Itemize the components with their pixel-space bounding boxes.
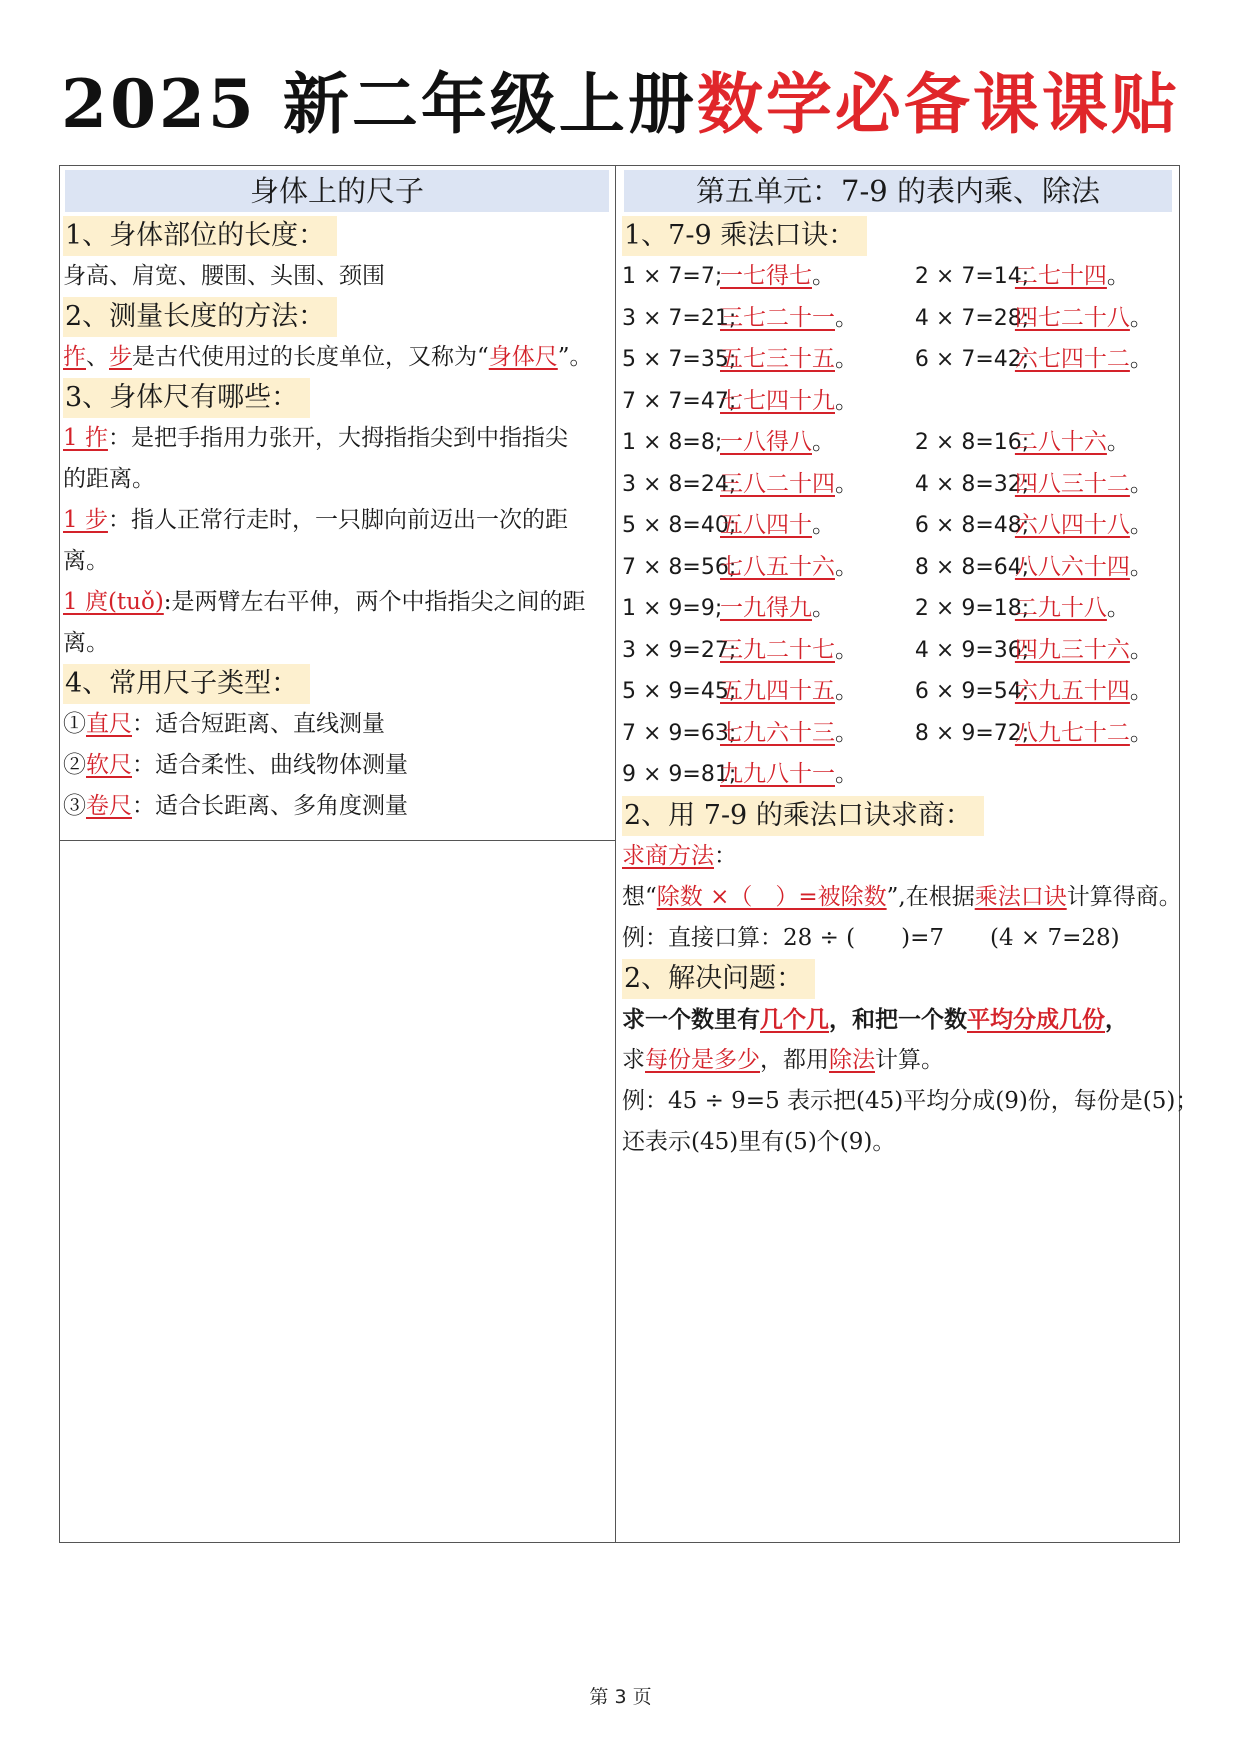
zha-definition-line1: 1 拃：是把手指用力张开，大拇指指尖到中指指尖 (63, 425, 568, 451)
rhyme-cell (1015, 464, 1174, 506)
section-quotient-title: 2、用 7-9 的乘法口诀求商： (622, 796, 984, 836)
equation-cell (915, 754, 1015, 796)
equation-cell: 3 × 9=27; (622, 637, 737, 663)
title-black: 2025 新二年级上册 (61, 65, 697, 143)
rhyme-period: 。 (812, 429, 835, 455)
quotient-example: 例：直接口算：28 ÷ ( )=7 (4 × 7=28) (622, 924, 1120, 951)
equation-cell: 6 × 9=54; (914, 679, 1030, 704)
multiplication-row (622, 630, 1174, 672)
rhyme-text: 六九五十四 (1014, 678, 1130, 704)
rhyme-period: 。 (835, 678, 858, 704)
rhyme-period: 。 (835, 387, 858, 414)
equation-cell: 5 × 7=35; (622, 347, 737, 372)
section-multiplication-table-title: 1、7-9 乘法口诀： (622, 216, 867, 256)
rhyme-period: 。 (835, 719, 858, 746)
rhyme-period: 。 (1129, 719, 1153, 746)
ruler-type-item: ②软尺：适合柔性、曲线物体测量 (63, 752, 408, 778)
rhyme-cell (1015, 422, 1174, 464)
equation-cell (915, 381, 1015, 423)
term-zha: 拃 (63, 344, 86, 370)
rhyme-text: 八八六十四 (1014, 553, 1130, 580)
rhyme-text: 五九四十五 (720, 678, 835, 704)
rhyme-text: 三八二十四 (720, 470, 835, 497)
rhyme-cell (720, 256, 915, 298)
rhyme-period: 。 (1106, 429, 1130, 455)
rhyme-period: 。 (1129, 553, 1153, 580)
rhyme-text: 二九十八 (1014, 595, 1107, 621)
rhyme-text: 四七二十八 (1014, 304, 1130, 331)
rhyme-cell (720, 422, 915, 464)
rhyme-cell (1015, 339, 1174, 381)
rhyme-period: 。 (835, 346, 858, 372)
equation-cell: 1 × 9=9; (622, 596, 723, 621)
rhyme-period: 。 (1129, 512, 1153, 538)
problem-solving-example-line1: 例：45 ÷ 9=5 表示把(45)平均分成(9)份，每份是(5)； (622, 1087, 1199, 1114)
equation-cell: 4 × 9=36; (914, 637, 1030, 663)
multiplication-table (622, 256, 1174, 796)
equation-cell: 4 × 7=28; (914, 305, 1030, 331)
left-column (63, 168, 611, 827)
rhyme-cell (1015, 671, 1174, 713)
equation-cell: 6 × 8=48; (914, 513, 1030, 538)
equation-cell: 2 × 7=14; (914, 264, 1030, 289)
equation-cell: 2 × 8=16; (914, 430, 1030, 455)
rhyme-text: 六七四十二 (1014, 346, 1130, 372)
multiplication-row (622, 505, 1174, 547)
equation-cell: 5 × 8=40; (622, 513, 737, 538)
rhyme-cell (1015, 547, 1174, 589)
left-heading: 身体上的尺子 (65, 170, 609, 212)
multiplication-row (622, 298, 1174, 340)
equation-cell: 5 × 9=45; (622, 679, 737, 704)
multiplication-row (622, 422, 1174, 464)
equation-cell: 4 × 8=32; (914, 471, 1030, 497)
rhyme-text: 七八五十六 (720, 553, 835, 580)
equation-cell: 3 × 7=21; (622, 305, 737, 331)
rhyme-period: 。 (1129, 678, 1153, 704)
rhyme-period: 。 (1129, 470, 1153, 497)
rhyme-period: 。 (812, 595, 835, 621)
rhyme-period: 。 (1129, 346, 1153, 372)
tuo-definition-line1: 1 庹(tuǒ):是两臂左右平伸，两个中指指尖之间的距 (63, 589, 586, 615)
rhyme-text: 九九八十一 (720, 761, 835, 787)
equation-cell: 3 × 8=24; (622, 471, 737, 497)
multiplication-row (622, 754, 1174, 796)
rhyme-period: 。 (835, 304, 858, 331)
right-heading: 第五单元：7-9 的表内乘、除法 (624, 170, 1172, 212)
rhyme-text: 二七十四 (1014, 263, 1107, 289)
bu-definition-line2: 离。 (63, 548, 109, 574)
rhyme-cell (1015, 298, 1174, 340)
equation-cell: 6 × 7=42; (914, 347, 1030, 372)
rhyme-cell (1015, 381, 1174, 423)
method-text: 拃、步是古代使用过的长度单位，又称为“身体尺”。 (63, 344, 593, 370)
rhyme-text: 八九七十二 (1014, 719, 1130, 746)
bu-definition-line1: 1 步：指人正常行走时，一只脚向前迈出一次的距 (63, 507, 568, 533)
section-problem-solving-title: 2、解决问题： (622, 959, 815, 999)
rhyme-period: 。 (835, 553, 858, 580)
equation-cell: 2 × 9=18; (914, 596, 1030, 621)
rhyme-period: 。 (1129, 636, 1153, 663)
equation-cell: 9 × 9=81; (622, 762, 737, 787)
multiplication-row (622, 256, 1174, 298)
equation-cell: 7 × 8=56; (622, 554, 737, 580)
column-divider (615, 165, 616, 1543)
rhyme-text: 一七得七 (720, 263, 812, 289)
multiplication-row (622, 381, 1174, 423)
rhyme-period: 。 (1106, 263, 1130, 289)
quotient-method-label: 求商方法： (622, 842, 737, 869)
equation-cell: 8 × 8=64; (914, 554, 1030, 580)
rhyme-cell (1015, 713, 1174, 755)
section-body-rulers-title: 3、身体尺有哪些： (63, 378, 310, 418)
right-column (622, 168, 1199, 1163)
quotient-method-text: 想“除数 ×（ ）=被除数”,在根据乘法口诀计算得商。 (622, 883, 1182, 910)
rhyme-cell (1015, 256, 1174, 298)
section-body-length-title: 1、身体部位的长度： (63, 216, 337, 256)
multiplication-row (622, 671, 1174, 713)
problem-solving-line2: 求每份是多少，都用除法计算。 (622, 1046, 944, 1073)
page-title (0, 56, 1241, 152)
equation-cell: 7 × 7=47; (622, 388, 737, 414)
rhyme-cell (720, 298, 915, 340)
rhyme-text: 六八四十八 (1014, 512, 1130, 538)
multiplication-row (622, 339, 1174, 381)
equation-cell: 1 × 8=8; (622, 430, 723, 455)
rhyme-cell (1015, 754, 1174, 796)
rhyme-cell (720, 547, 915, 589)
term-shentichi: 身体尺 (488, 344, 558, 370)
rhyme-cell (720, 630, 915, 672)
section-method-title: 2、测量长度的方法： (63, 297, 337, 337)
left-section-end-line (59, 840, 615, 841)
rhyme-cell (1015, 588, 1174, 630)
rhyme-period: 。 (1129, 304, 1153, 331)
rhyme-cell (720, 339, 915, 381)
equation-cell: 1 × 7=7; (622, 264, 723, 289)
problem-solving-example-line2: 还表示(45)里有(5)个(9)。 (622, 1128, 896, 1155)
rhyme-cell (720, 464, 915, 506)
rhyme-cell (720, 754, 915, 796)
rhyme-text: 一八得八 (720, 429, 812, 455)
multiplication-row (622, 588, 1174, 630)
rhyme-cell (720, 381, 915, 423)
rhyme-period: 。 (835, 761, 858, 787)
rhyme-cell (1015, 505, 1174, 547)
rhyme-cell (720, 713, 915, 755)
rhyme-text: 三七二十一 (720, 304, 835, 331)
rhyme-text: 二八十六 (1014, 429, 1107, 455)
rhyme-text: 七九六十三 (720, 719, 835, 746)
multiplication-row (622, 464, 1174, 506)
multiplication-row (622, 547, 1174, 589)
rhyme-text: 五八四十 (720, 512, 812, 538)
rhyme-period: 。 (1106, 595, 1130, 621)
rhyme-period: 。 (812, 512, 835, 538)
rhyme-period: 。 (835, 470, 858, 497)
body-length-text: 身高、肩宽、腰围、头围、颈围 (63, 263, 385, 289)
rhyme-cell (1015, 630, 1174, 672)
rhyme-cell (720, 588, 915, 630)
rhyme-period: 。 (812, 263, 835, 289)
rhyme-cell (720, 505, 915, 547)
page-number: 第 3 页 (589, 1686, 652, 1708)
problem-solving-line1: 求一个数里有几个几，和把一个数平均分成几份， (622, 1005, 1128, 1033)
rhyme-text: 五七三十五 (720, 346, 835, 372)
title-red: 数学必备课课贴 (696, 65, 1180, 143)
ruler-type-item: ①直尺：适合短距离、直线测量 (63, 711, 385, 737)
rhyme-cell (720, 671, 915, 713)
rhyme-period: 。 (835, 636, 858, 663)
tuo-definition-line2: 离。 (63, 630, 109, 656)
equation-cell: 8 × 9=72; (914, 720, 1030, 746)
rhyme-text: 三九二十七 (720, 636, 835, 663)
rhyme-text: 七七四十九 (720, 387, 835, 414)
multiplication-row (622, 713, 1174, 755)
rhyme-text: 四八三十二 (1014, 470, 1130, 497)
rhyme-text: 一九得九 (720, 595, 812, 621)
section-ruler-types-title: 4、常用尺子类型： (63, 664, 310, 704)
rhyme-text: 四九三十六 (1014, 636, 1130, 663)
zha-definition-line2: 的距离。 (63, 466, 155, 492)
ruler-type-item: ③卷尺：适合长距离、多角度测量 (63, 793, 408, 819)
term-bu: 步 (109, 344, 132, 370)
equation-cell: 7 × 9=63; (622, 720, 737, 746)
